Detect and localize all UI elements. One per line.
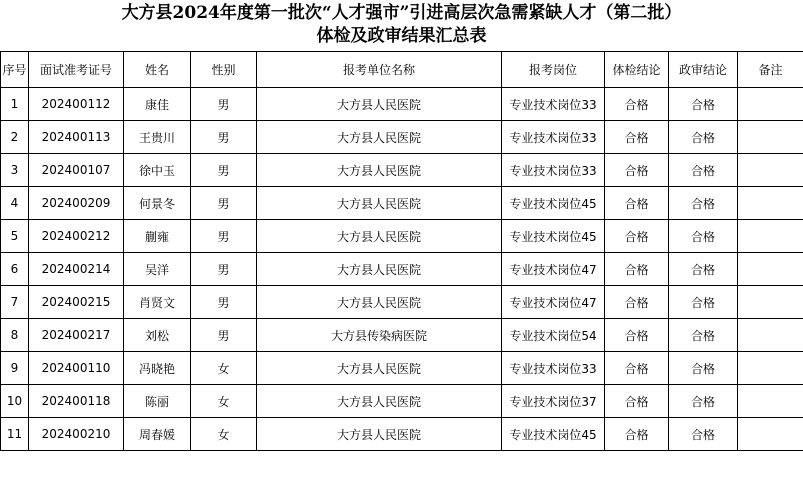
- cell-remarks: [738, 352, 803, 385]
- table-row: [1, 220, 803, 253]
- cell-physical: 合格: [605, 418, 669, 451]
- cell-name: 吴洋: [124, 253, 191, 286]
- header-gender: 性别: [191, 52, 257, 88]
- cell-remarks: [738, 385, 803, 418]
- cell-political: 合格: [669, 187, 738, 220]
- cell-exam-id: 202400110: [29, 352, 124, 385]
- cell-political: 合格: [669, 418, 738, 451]
- cell-seq: 3: [1, 154, 29, 187]
- cell-unit: 大方县人民医院: [257, 187, 502, 220]
- cell-physical: 合格: [605, 154, 669, 187]
- header-physical: 体检结论: [605, 52, 669, 88]
- cell-position: 专业技术岗位33: [502, 154, 605, 187]
- table-row: [1, 154, 803, 187]
- cell-remarks: [738, 88, 803, 121]
- cell-unit: 大方县人民医院: [257, 220, 502, 253]
- cell-gender: 男: [191, 253, 257, 286]
- cell-physical: 合格: [605, 220, 669, 253]
- cell-political: 合格: [669, 352, 738, 385]
- cell-unit: 大方县人民医院: [257, 352, 502, 385]
- table-row: [1, 286, 803, 319]
- table-row: [1, 121, 803, 154]
- cell-seq: 1: [1, 88, 29, 121]
- cell-unit: 大方县人民医院: [257, 385, 502, 418]
- cell-position: 专业技术岗位33: [502, 121, 605, 154]
- cell-gender: 女: [191, 385, 257, 418]
- cell-name: 王贵川: [124, 121, 191, 154]
- cell-remarks: [738, 319, 803, 352]
- cell-gender: 女: [191, 352, 257, 385]
- cell-seq: 7: [1, 286, 29, 319]
- cell-physical: 合格: [605, 187, 669, 220]
- cell-gender: 男: [191, 121, 257, 154]
- cell-position: 专业技术岗位33: [502, 352, 605, 385]
- cell-political: 合格: [669, 319, 738, 352]
- cell-position: 专业技术岗位54: [502, 319, 605, 352]
- cell-name: 何景冬: [124, 187, 191, 220]
- cell-physical: 合格: [605, 352, 669, 385]
- cell-exam-id: 202400217: [29, 319, 124, 352]
- cell-gender: 男: [191, 319, 257, 352]
- header-position: 报考岗位: [502, 52, 605, 88]
- cell-political: 合格: [669, 88, 738, 121]
- cell-seq: 11: [1, 418, 29, 451]
- cell-position: 专业技术岗位45: [502, 220, 605, 253]
- cell-physical: 合格: [605, 385, 669, 418]
- cell-name: 冯晓艳: [124, 352, 191, 385]
- cell-exam-id: 202400214: [29, 253, 124, 286]
- table-row: [1, 253, 803, 286]
- cell-political: 合格: [669, 385, 738, 418]
- cell-unit: 大方县传染病医院: [257, 319, 502, 352]
- cell-unit: 大方县人民医院: [257, 286, 502, 319]
- cell-political: 合格: [669, 286, 738, 319]
- cell-seq: 4: [1, 187, 29, 220]
- cell-remarks: [738, 187, 803, 220]
- cell-gender: 男: [191, 154, 257, 187]
- cell-exam-id: 202400113: [29, 121, 124, 154]
- results-table: [0, 51, 803, 451]
- cell-remarks: [738, 418, 803, 451]
- cell-unit: 大方县人民医院: [257, 121, 502, 154]
- cell-exam-id: 202400107: [29, 154, 124, 187]
- cell-position: 专业技术岗位45: [502, 418, 605, 451]
- table-row: [1, 418, 803, 451]
- cell-seq: 5: [1, 220, 29, 253]
- cell-political: 合格: [669, 154, 738, 187]
- table-header-row: [1, 52, 803, 88]
- cell-remarks: [738, 121, 803, 154]
- cell-position: 专业技术岗位47: [502, 253, 605, 286]
- title-line-2: 体检及政审结果汇总表: [316, 26, 487, 46]
- table-row: [1, 319, 803, 352]
- cell-political: 合格: [669, 253, 738, 286]
- cell-physical: 合格: [605, 88, 669, 121]
- cell-name: 周春媛: [124, 418, 191, 451]
- cell-name: 肖贤文: [124, 286, 191, 319]
- cell-exam-id: 202400112: [29, 88, 124, 121]
- cell-unit: 大方县人民医院: [257, 418, 502, 451]
- cell-name: 徐中玉: [124, 154, 191, 187]
- table-row: [1, 187, 803, 220]
- header-unit: 报考单位名称: [257, 52, 502, 88]
- cell-seq: 8: [1, 319, 29, 352]
- table-row: [1, 352, 803, 385]
- cell-gender: 男: [191, 220, 257, 253]
- header-name: 姓名: [124, 52, 191, 88]
- header-seq: 序号: [1, 52, 29, 88]
- cell-position: 专业技术岗位37: [502, 385, 605, 418]
- cell-gender: 男: [191, 187, 257, 220]
- cell-exam-id: 202400210: [29, 418, 124, 451]
- cell-remarks: [738, 253, 803, 286]
- cell-seq: 6: [1, 253, 29, 286]
- cell-name: 蒯雍: [124, 220, 191, 253]
- cell-physical: 合格: [605, 286, 669, 319]
- cell-physical: 合格: [605, 253, 669, 286]
- cell-exam-id: 202400215: [29, 286, 124, 319]
- cell-remarks: [738, 154, 803, 187]
- document-title: [0, 0, 803, 48]
- cell-remarks: [738, 286, 803, 319]
- cell-name: 陈丽: [124, 385, 191, 418]
- cell-remarks: [738, 220, 803, 253]
- cell-gender: 男: [191, 286, 257, 319]
- cell-political: 合格: [669, 220, 738, 253]
- cell-seq: 9: [1, 352, 29, 385]
- table-row: [1, 385, 803, 418]
- header-remarks: 备注: [738, 52, 803, 88]
- cell-physical: 合格: [605, 121, 669, 154]
- cell-position: 专业技术岗位47: [502, 286, 605, 319]
- cell-exam-id: 202400118: [29, 385, 124, 418]
- cell-name: 康佳: [124, 88, 191, 121]
- cell-gender: 女: [191, 418, 257, 451]
- cell-position: 专业技术岗位45: [502, 187, 605, 220]
- cell-physical: 合格: [605, 319, 669, 352]
- table-row: [1, 88, 803, 121]
- cell-exam-id: 202400212: [29, 220, 124, 253]
- cell-unit: 大方县人民医院: [257, 88, 502, 121]
- cell-unit: 大方县人民医院: [257, 154, 502, 187]
- cell-name: 刘松: [124, 319, 191, 352]
- cell-position: 专业技术岗位33: [502, 88, 605, 121]
- cell-exam-id: 202400209: [29, 187, 124, 220]
- header-political: 政审结论: [669, 52, 738, 88]
- cell-seq: 2: [1, 121, 29, 154]
- title-line-1: 大方县2024年度第一批次“人才强市”引进高层次急需紧缺人才（第二批）: [121, 3, 682, 23]
- cell-gender: 男: [191, 88, 257, 121]
- header-exam-id: 面试准考证号: [29, 52, 124, 88]
- cell-unit: 大方县人民医院: [257, 253, 502, 286]
- cell-political: 合格: [669, 121, 738, 154]
- cell-seq: 10: [1, 385, 29, 418]
